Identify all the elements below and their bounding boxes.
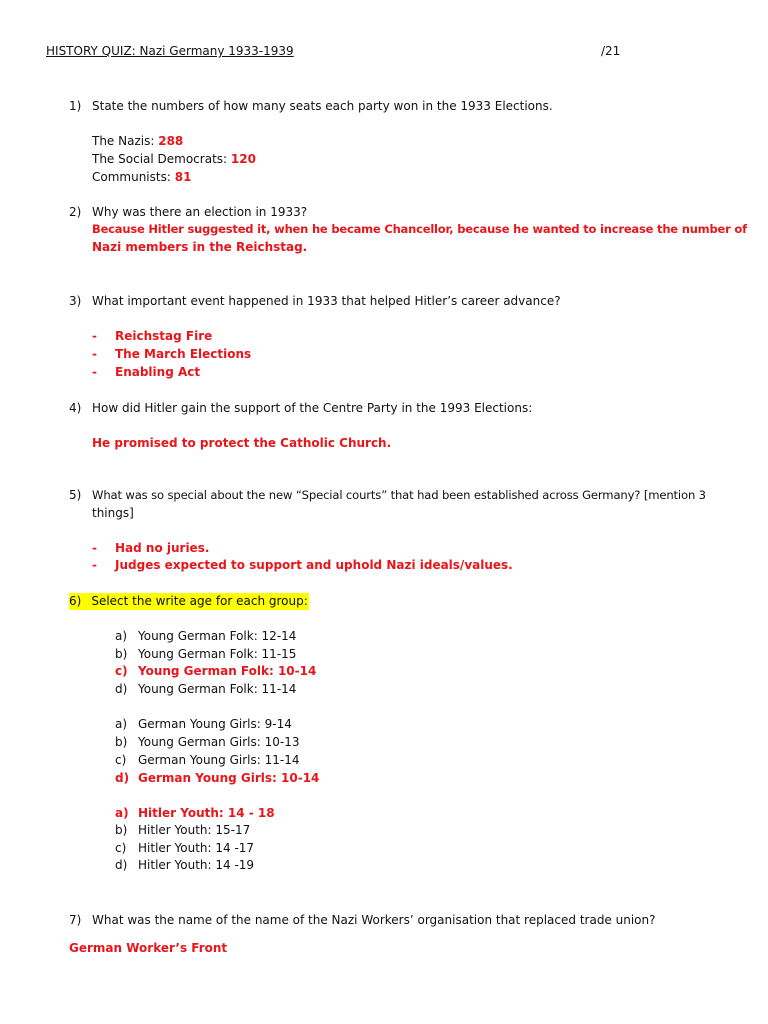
q6-g1-b-option: Young German Folk: 11-15 [138,647,297,661]
quiz-title: HISTORY QUIZ: Nazi Germany 1933-1939 [46,44,294,58]
q6-g3-a-letter: a) [115,806,129,820]
q6-g3-d-letter: d) [115,858,128,872]
q3-answer-1: Reichstag Fire [115,329,213,343]
q3-bullet-3: - [92,365,97,379]
q2-text: Why was there an election in 1933? [92,205,308,219]
q6-heading [69,593,309,610]
q6-g1-c-letter: c) [115,664,128,678]
q6-g3-b-option: Hitler Youth: 15-17 [138,823,251,837]
q3-text: What important event happened in 1933 that helped Hitler’s career advance? [92,294,561,308]
q1-answer-communists: 81 [174,170,192,184]
q4-answer: He promised to protect the Catholic Church. [92,436,392,450]
q5-bullet-2: - [92,558,97,572]
q3-bullet-2: - [92,347,97,361]
q1-number: 1) [69,99,82,113]
q6-g1-d-option: Young German Folk: 11-14 [138,682,297,696]
q6-g1-a-option: Young German Folk: 12-14 [138,629,297,643]
q2-answer-line2: Nazi members in the Reichstag. [92,240,308,254]
q6-g2-d-option-correct: German Young Girls: 10-14 [138,771,320,785]
q6-g2-d-letter: d) [115,771,130,785]
q6-g1-c-option-correct: Young German Folk: 10-14 [138,664,317,678]
q6-number: 6) [69,594,82,608]
q6-g2-c-option: German Young Girls: 11-14 [138,753,300,767]
q1-line-nazis [92,133,183,150]
q1-label-social-democrats: The Social Democrats: [92,152,231,166]
q1-label-communists: Communists: [92,170,175,184]
q3-number: 3) [69,294,82,308]
q5-answer-1: Had no juries. [115,541,210,555]
q6-g1-b-letter: b) [115,647,128,661]
q3-answer-3: Enabling Act [115,365,201,379]
q5-number: 5) [69,488,82,502]
q4-text: How did Hitler gain the support of the Centre Party in the 1993 Elections: [92,401,533,415]
q6-g3-b-letter: b) [115,823,128,837]
q3-answer-2: The March Elections [115,347,252,361]
q5-bullet-1: - [92,541,97,555]
q7-answer: German Worker’s Front [69,941,228,955]
q5-answer-2: Judges expected to support and uphold Nazi ideals/values. [115,558,513,572]
q4-number: 4) [69,401,82,415]
q6-g1-d-letter: d) [115,682,128,696]
q1-answer-nazis: 288 [158,134,184,148]
q6-g2-a-letter: a) [115,717,128,731]
q5-text-line1: What was so special about the new “Special courts” that had been established across Germany? [mention 3 [92,488,706,502]
q1-answer-social-democrats: 120 [230,152,256,166]
q6-text: Select the write age for each group: [91,594,308,608]
q2-number: 2) [69,205,82,219]
q5-text-line2: things] [92,506,134,520]
q3-bullet-1: - [92,329,97,343]
q6-g3-c-option: Hitler Youth: 14 -17 [138,841,255,855]
q1-line-social-democrats [92,151,256,168]
q1-line-communists [92,169,191,186]
q6-g3-d-option: Hitler Youth: 14 -19 [138,858,255,872]
q2-answer-line1: Because Hitler suggested it, when he became Chancellor, because he wanted to increase the number of [92,222,747,236]
q6-g2-a-option: German Young Girls: 9-14 [138,717,292,731]
q6-g2-c-letter: c) [115,753,127,767]
q1-label-nazis: The Nazis: [92,134,159,148]
score-total: /21 [601,44,621,58]
q6-g2-b-option: Young German Girls: 10-13 [138,735,300,749]
q6-g1-a-letter: a) [115,629,128,643]
q7-number: 7) [69,913,82,927]
q6-g2-b-letter: b) [115,735,128,749]
q7-text: What was the name of the name of the Nazi Workers’ organisation that replaced trade union? [92,913,656,927]
q6-g3-c-letter: c) [115,841,127,855]
q6-g3-a-option-correct: Hitler Youth: 14 - 18 [138,806,275,820]
q1-text: State the numbers of how many seats each party won in the 1933 Elections. [92,99,553,113]
